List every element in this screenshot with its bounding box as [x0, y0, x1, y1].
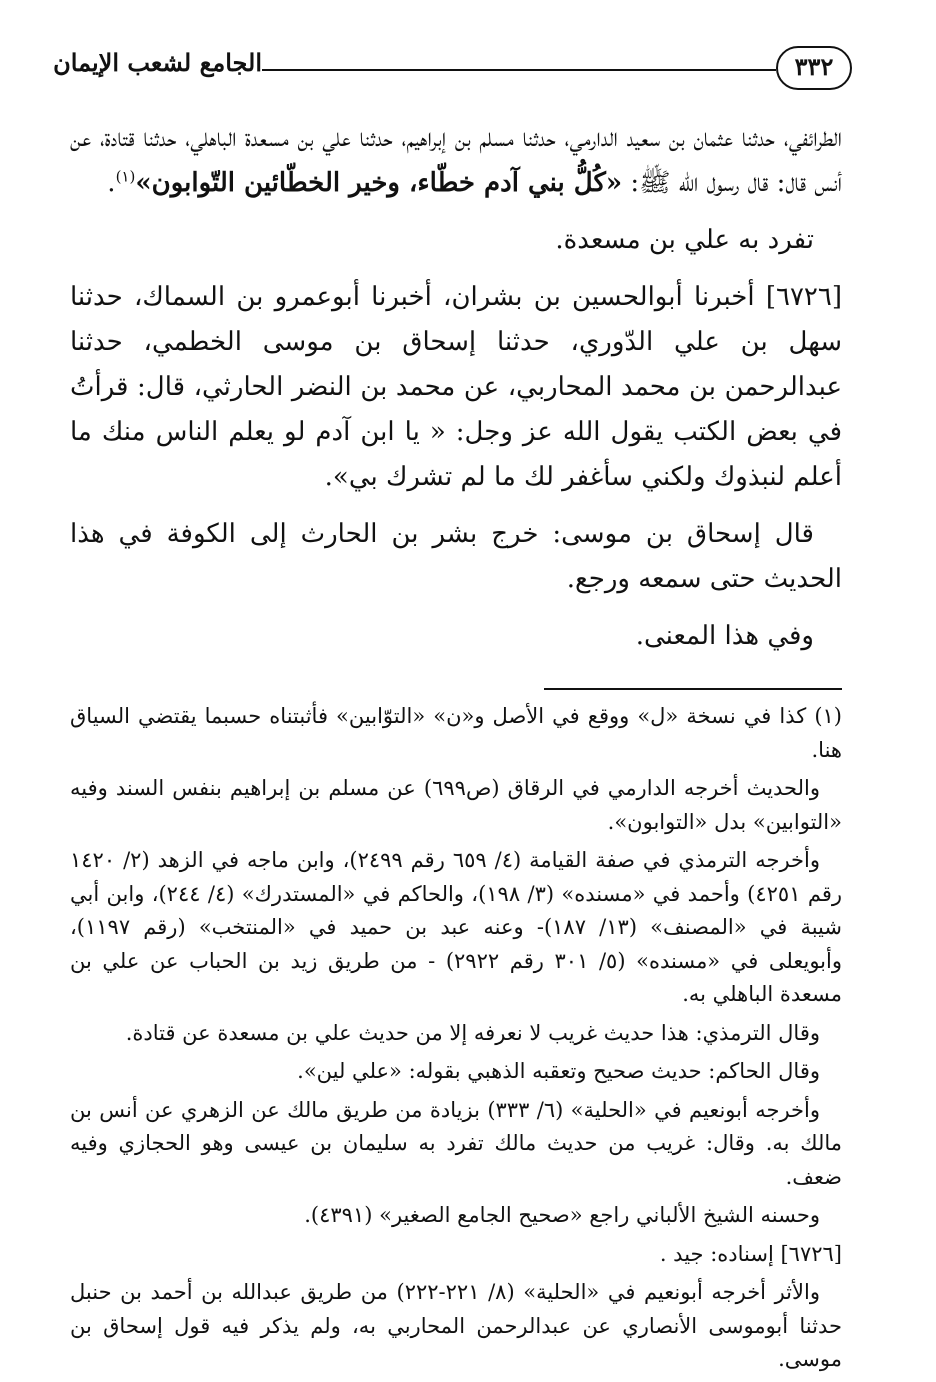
paragraph-athar-text: أخبرنا أبوالحسين بن بشران، أخبرنا أبوعمرو بن السماك، حدثنا سهل بن علي الدّوري، حدثنا إسحاق بن موسى الخطمي، حدثنا عبدالرحمن بن محمد المحاربي، عن محمد بن النضر الحارثي، قال: قرأتُ في بعض الكتب يقول الله عز وجل: « يا ابن آدم لو يعلم الناس منك ما أعلم لنبذوك ولكني سأغفر لك ما لم تشرك بي».	[70, 282, 842, 492]
footnote-athar-takhrij: والأثر أخرجه أبونعيم في «الحلية» (٨/ ٢٢١-٢٢٢) من طريق عبدالله بن أحمد بن حنبل حدثنا أبوموسى الأنصاري عن عبدالرحمن المحاربي به، ولم يذكر فيه قول إسحاق بن موسى.	[70, 1280, 842, 1371]
paragraph-hadith	[70, 116, 842, 206]
footnote-albani: وحسنه الشيخ الألباني راجع «صحيح الجامع الصغير» (٤٣٩١).	[304, 1203, 820, 1227]
footnote-tirmidhi-takhrij: وأخرجه الترمذي في صفة القيامة (٤/ ٦٥٩ رقم ٢٤٩٩)، وابن ماجه في الزهد (٢/ ١٤٢٠ رقم ٤٢٥١) وأحمد في «مسنده» (٣/ ١٩٨)، والحاكم في «المستدرك» (٤/ ٢٤٤)، وابن أبي شيبة في «المصنف» (١٣/ ١٨٧)- وعنه عبد بن حميد في «المنتخب» (رقم ١١٩٧)، وأبويعلى في «مسنده» (٥/ ٣٠١ رقم ٢٩٢٢) - من طريق زيد بن الحباب عن علي بن مسعدة الباهلي به.	[70, 848, 842, 1006]
paragraph-athar	[70, 275, 842, 500]
footnote-hakim: وقال الحاكم: حديث صحيح وتعقبه الذهبي بقوله: «علي لين».	[297, 1059, 820, 1083]
running-title: الجامع لشعب الإيمان	[53, 48, 262, 77]
hadith-quote: «كُلُّ بني آدم خطّاء، وخير الخطّائين التّوابون»	[135, 168, 623, 198]
hadith-number: [٦٧٢٦]	[765, 282, 842, 312]
paragraph-hadith-end: .	[107, 168, 116, 198]
paragraph-meaning: وفي هذا المعنى.	[635, 621, 814, 651]
footnote-ref: (١)	[115, 167, 136, 186]
paragraph-hadith-text: الطرائفي، حدثنا عثمان بن سعيد الدارمي، حدثنا مسلم بن إبراهيم، حدثنا علي بن مسعدة الباهلي، حدثنا قتادة، عن أنس قال: قال رسول الله ﷺ:	[70, 123, 842, 198]
footnote-tirmidhi-comment: وقال الترمذي: هذا حديث غريب لا نعرفه إلا من حديث علي بن مسعدة عن قتادة.	[125, 1020, 820, 1045]
paragraph-ishaq: قال إسحاق بن موسى: خرج بشر بن الحارث إلى الكوفة في هذا الحديث حتى سمعه ورجع.	[70, 519, 842, 594]
page-number: ٣٣٢	[776, 46, 852, 90]
footnote-abunuaym: وأخرجه أبونعيم في «الحلية» (٦/ ٣٣٣) بزيادة من طريق مالك عن الزهري عن أنس بن مالك به. وقال: غريب من حديث مالك تفرد به سليمان بن عيسى وهو الحجازي وفيه ضعف.	[70, 1097, 842, 1189]
footnote-darimi: والحديث أخرجه الدارمي في الرقاق (ص٦٩٩) عن مسلم بن إبراهيم بنفس السند وفيه «التوابين» بدل «التوابون».	[70, 776, 842, 834]
paragraph-tafarrud: تفرد به علي بن مسعدة.	[555, 225, 814, 255]
page-header	[53, 42, 852, 102]
footnote-separator	[544, 688, 842, 690]
footnotes	[70, 700, 842, 1382]
header-rule	[262, 69, 776, 71]
footnote-1: (١) كذا في نسخة «ل» ووقع في الأصل و«ن» «التوّابين» فأثبتناه حسبما يقتضي السياق هنا.	[70, 704, 842, 762]
main-text	[70, 116, 842, 671]
footnote-isnad: [٦٧٢٦] إسناده: جيد .	[659, 1241, 842, 1266]
